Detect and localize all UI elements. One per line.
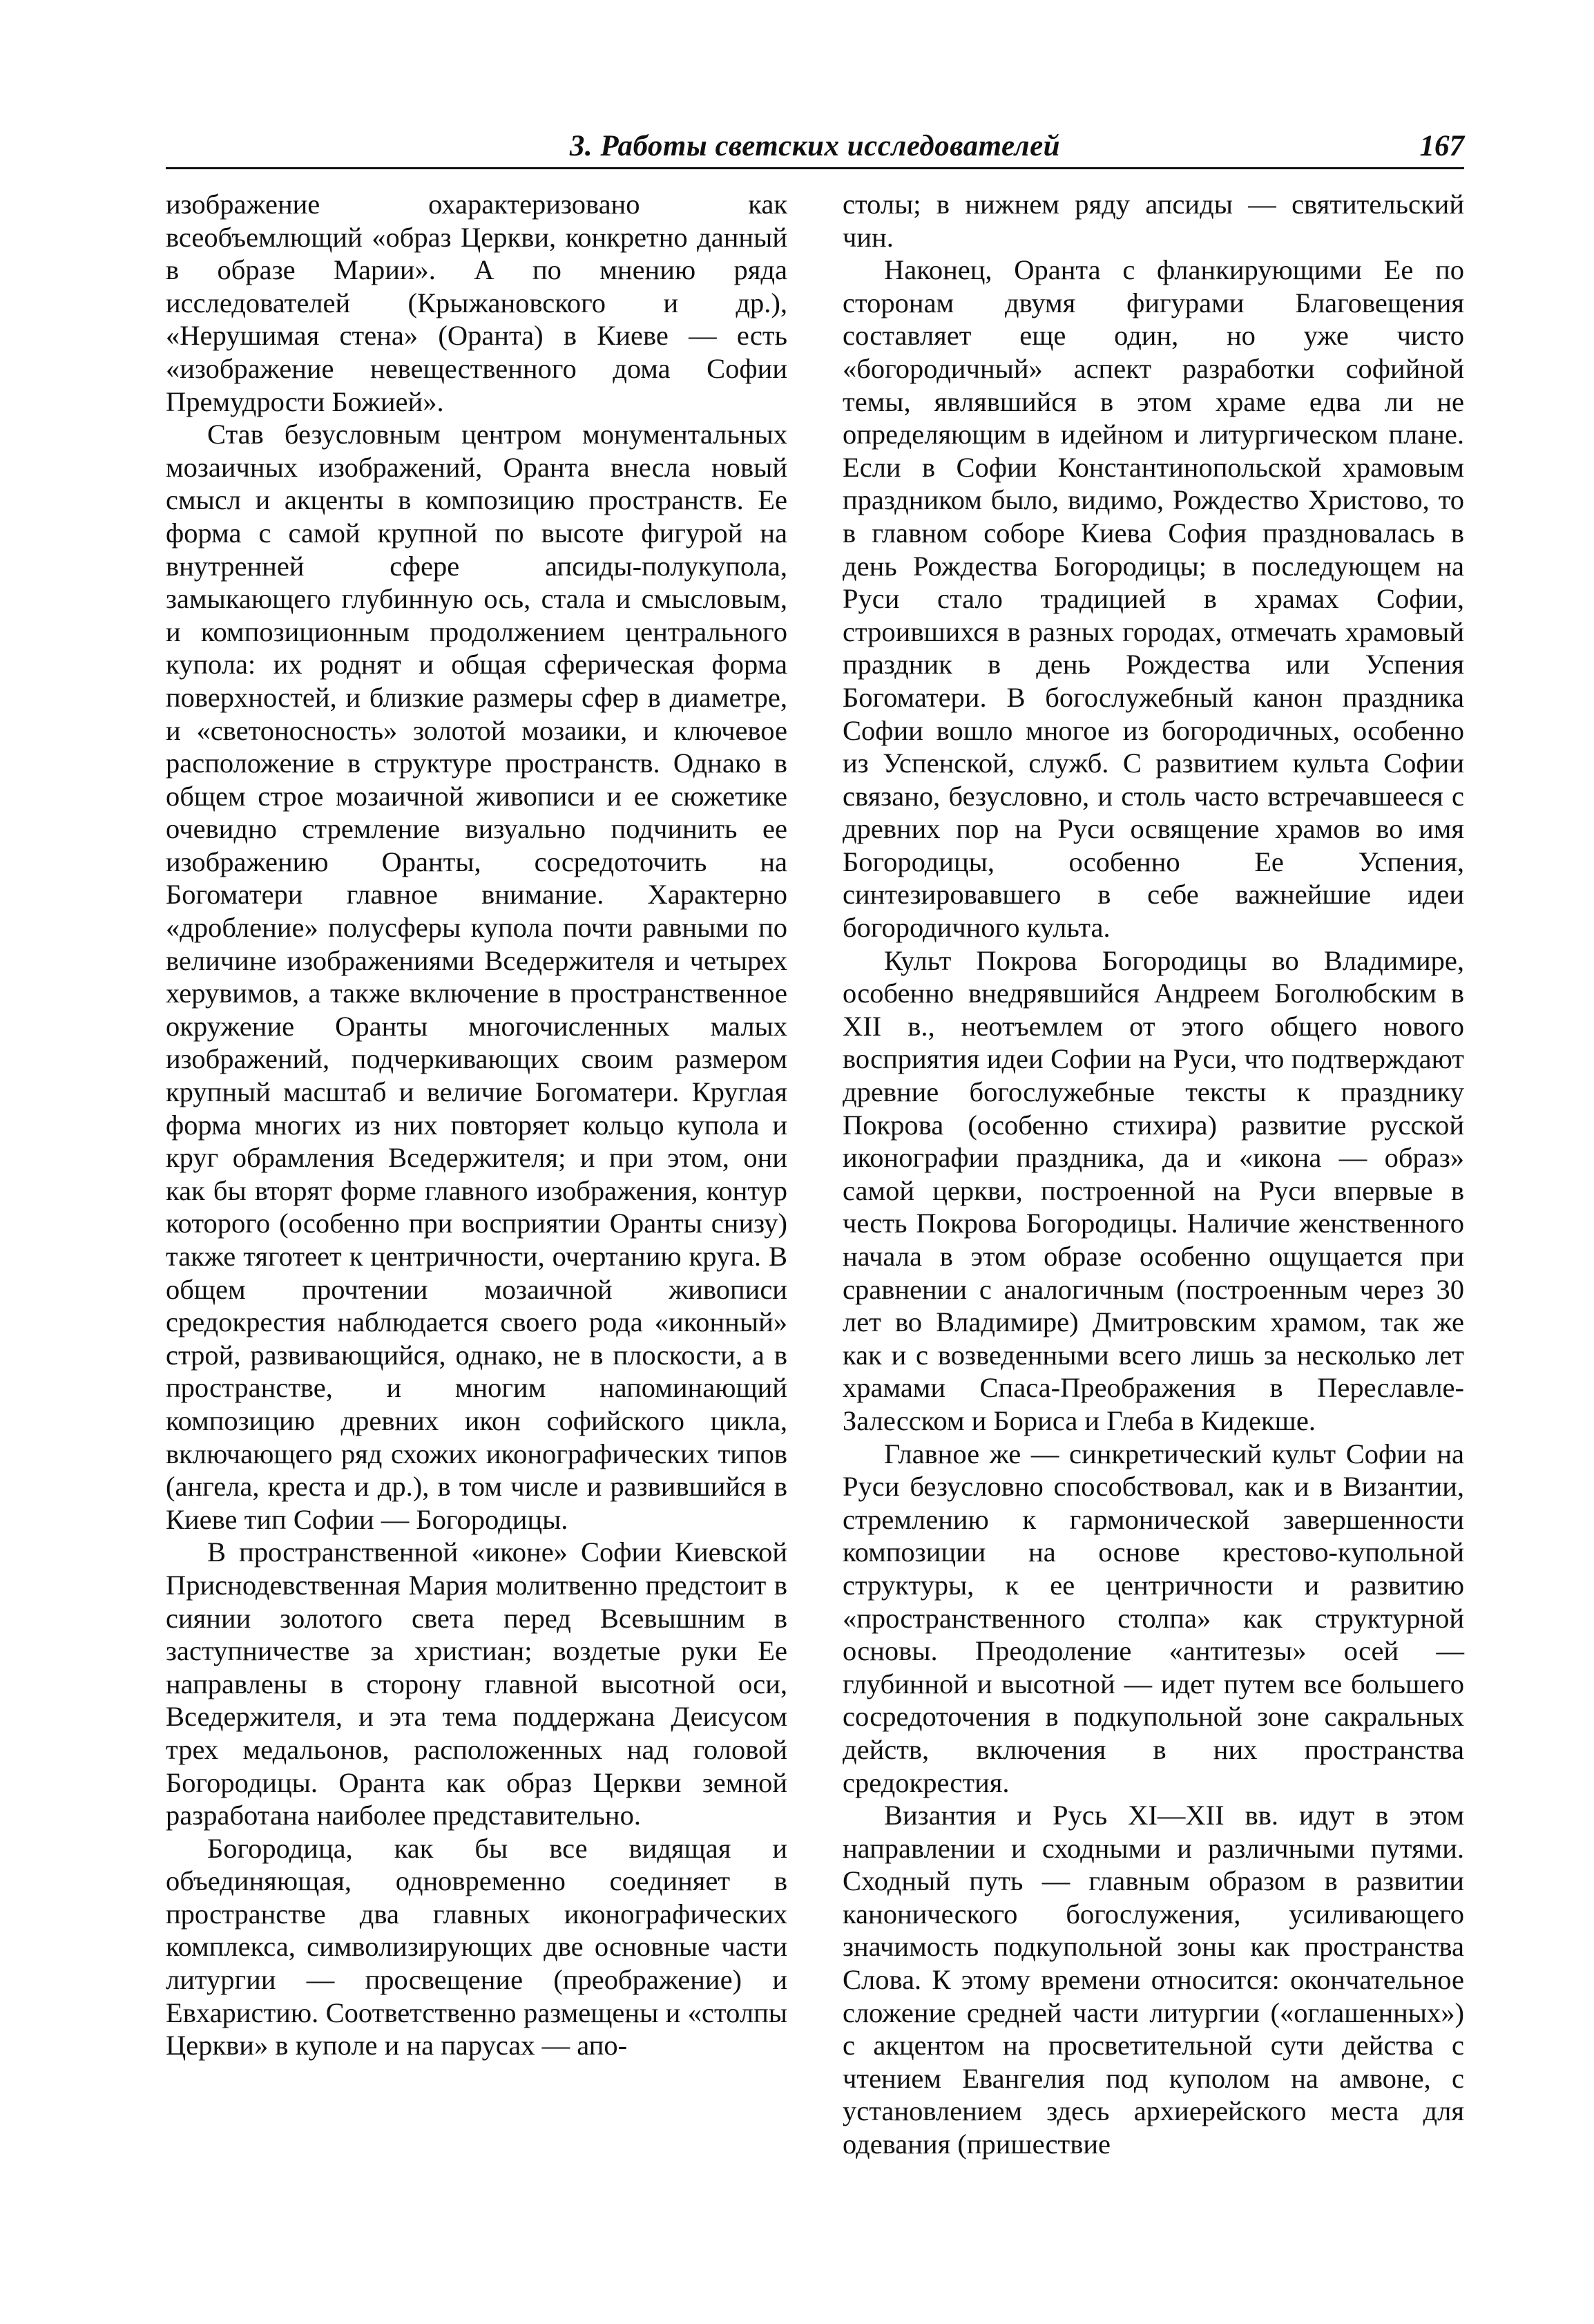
running-title: 3. Работы светских исследователей — [569, 130, 1061, 162]
right-column — [843, 188, 1464, 2161]
running-header — [166, 124, 1464, 169]
left-column — [166, 188, 787, 2062]
paragraph: Наконец, Оранта с фланкирующими Ее по сторонам двумя фигурами Благовещения составляет еще один, но уже чисто «богородичный» аспект разработки софийной темы, являвшийся в этом храме едва ли не определяющим в идейном и литургическом плане. Если в Софии Константинопольской храмовым праздником было, видимо, Рождество Христово, то в главном соборе Киева София праздновалась в день Рождества Богородицы; в последующем на Руси стало традицией в храмах Софии, строившихся в разных городах, отмечать храмовый праздник в день Рождества или Успения Богоматери. В богослужебный канон праздника Софии вошло многое из богородичных, особенно из Успенской, служб. С развитием культа Софии связано, безусловно, и столь часто встречавшееся с древних пор на Руси освящение храмов во имя Богородицы, особенно Ее Успения, синтезировавшего в себе важнейшие идеи богородичного культа. — [843, 254, 1464, 944]
paragraph: Главное же — синкретический культ Софии на Руси безусловно способствовал, как и в Византии, стремлению к гармонической завершенности композиции на основе крестово-купольной структуры, к ее центричности и развитию «пространственного столпа» как структурной основы. Преодоление «антитезы» осей — глубинной и высотной — идет путем все большего сосредоточения в подкупольной зоне сакральных действ, включения в них пространства средокрестия. — [843, 1438, 1464, 1798]
paragraph: Культ Покрова Богородицы во Владимире, особенно внедрявшийся Андреем Боголюбским в XII в., неотъемлем от этого общего нового восприятия идеи Софии на Руси, что подтверждают древние богослужебные тексты к празднику Покрова (особенно стихира) развитие русской иконографии праздника, да и «икона — образ» самой церкви, построенной на Руси впервые в честь Покрова Богородицы. Наличие женственного начала в этом образе особенно ощущается при сравнении с аналогичным (построенным через 30 лет во Владимире) Дмитровским храмом, так же как и с возведенными всего лишь за несколько лет храмами Спаса-Преображения в Переславле-Залесском и Бориса и Глеба в Кидекше. — [843, 944, 1464, 1436]
paragraph: изображение охарактеризовано как всеобъемлющий «образ Церкви, конкретно данный в образе Марии». А по мнению ряда исследователей (Крыжановского и др.), «Нерушимая стена» (Оранта) в Киеве — есть «изображение невещественного дома Софии Премудрости Божией». — [166, 189, 787, 417]
paragraph: Богородица, как бы все видящая и объединяющая, одновременно соединяет в пространстве два главных иконографических комплекса, символизирующих две основные части литургии — просвещение (преображение) и Евхаристию. Соответственно размещены и «столпы Церкви» в куполе и на парусах — апо- — [166, 1832, 787, 2061]
paragraph: столы; в нижнем ряду апсиды — святительский чин. — [843, 189, 1464, 253]
paragraph: Став безусловным центром монументальных мозаичных изображений, Оранта внесла новый смысл и акценты в композицию пространств. Ее форма с самой крупной по высоте фигурой на внутренней сфере апсиды-полукупола, замыкающего глубинную ось, стала и смысловым, и композиционным продолжением центрального купола: их роднят и общая сферическая форма поверхностей, и близкие размеры сфер в диаметре, и «светоносность» золотой мозаики, и ключевое расположение в структуре пространств. Однако в общем строе мозаичной живописи и ее сюжетике очевидно стремление визуально подчинить ее изображению Оранты, сосредоточить на Богоматери главное внимание. Характерно «дробление» полусферы купола почти равными по величине изображениями Вседержителя и четырех херувимов, а также включение в пространственное окружение Оранты многочисленных малых изображений, подчеркивающих своим размером крупный масштаб и величие Богоматери. Круглая форма многих из них повторяет кольцо купола и круг обрамления Вседержителя; и при этом, они как бы вторят форме главного изображения, контур которого (особенно при восприятии Оранты снизу) также тяготеет к центричности, очертанию круга. В общем прочтении мозаичной живописи средокрестия наблюдается своего рода «иконный» строй, развивающийся, однако, не в плоскости, а в пространстве, и многим напоминающий композицию древних икон софийского цикла, включающего ряд схожих иконографических типов (ангела, креста и др.), в том числе и развившийся в Киеве тип Софии — Богородицы. — [166, 419, 787, 1535]
paragraph: Византия и Русь XI—XII вв. идут в этом направлении и сходными и различными путями. Сходный путь — главным образом в развитии канонического богослужения, усиливающего значимость подкупольной зоны как пространства Слова. К этому времени относится: окончательное сложение средней части литургии («оглашенных») с акцентом на просветительной сути действа с чтением Евангелия под куполом на амвоне, с установлением здесь архиерейского места для одевания (пришествие — [843, 1800, 1464, 2160]
paragraph: В пространственной «иконе» Софии Киевской Приснодевственная Мария молитвенно предстоит в сиянии золотого света перед Всевышним в заступничестве за христиан; воздетые руки Ее направлены в сторону главной высотной оси, Вседержителя, и эта тема поддержана Деисусом трех медальонов, расположенных над головой Богородицы. Оранта как образ Церкви земной разработана наиболее представительно. — [166, 1536, 787, 1831]
page-number: 167 — [1419, 130, 1464, 162]
